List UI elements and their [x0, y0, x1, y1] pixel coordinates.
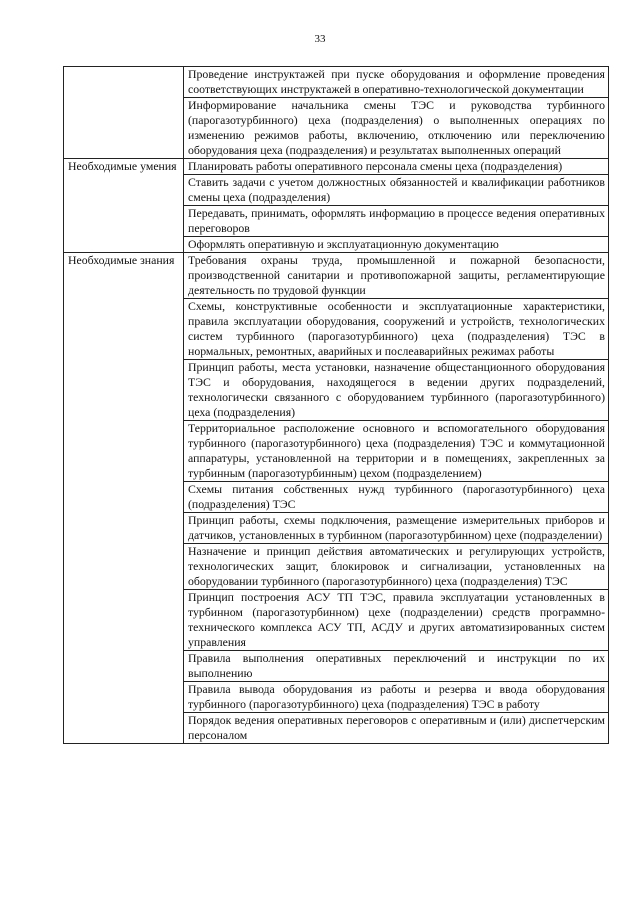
table-row — [64, 67, 609, 98]
labor-function-table — [63, 66, 609, 744]
knowledge-text: Принцип работы, схемы подключения, размещение измерительных приборов и датчиков, установленных в турбинном (парогазотурбинном) цехе (подразделении) — [184, 513, 609, 544]
skill-text: Планировать работы оперативного персонала смены цеха (подразделения) — [184, 159, 609, 175]
requirement-text: Информирование начальника смены ТЭС и руководства турбинного (парогазотурбинного) цеха (подразделения) о выполненных операциях по изменению режимов работы, включению, отключению или переключению оборудования цеха (подразделения) и результатах выполненных операций — [184, 98, 609, 159]
row-label-empty — [64, 67, 184, 159]
knowledge-text: Схемы, конструктивные особенности и эксплуатационные характеристики, правила эксплуатации оборудования, сооружений и устройств, технологических систем турбинного (парогазотурбинного) цеха (подразделения) ТЭС в нормальных, ремонтных, аварийных и послеаварийных режимах работы — [184, 299, 609, 360]
table-row — [64, 159, 609, 175]
required-skills-label: Необходимые умения — [64, 159, 184, 253]
knowledge-text: Правила вывода оборудования из работы и резерва и ввода оборудования турбинного (парогазотурбинного) цеха (подразделения) ТЭС в работу — [184, 682, 609, 713]
page-number: 33 — [314, 33, 326, 45]
requirement-text: Проведение инструктажей при пуске оборудования и оформление проведения соответствующих инструктажей в оперативно-технологической документации — [184, 67, 609, 98]
knowledge-text: Принцип работы, места установки, назначение общестанционного оборудования ТЭС и оборудования, находящегося в ведении других подразделений, технологически связанного с оборудованием турбинного (парогазотурбинного) цеха (подразделения) — [184, 360, 609, 421]
table-row — [64, 253, 609, 299]
knowledge-text: Требования охраны труда, промышленной и пожарной безопасности, производственной санитарии и противопожарной защиты, регламентирующие деятельность по трудовой функции — [184, 253, 609, 299]
skill-text: Передавать, принимать, оформлять информацию в процессе ведения оперативных переговоров — [184, 206, 609, 237]
knowledge-text: Схемы питания собственных нужд турбинного (парогазотурбинного) цеха (подразделения) ТЭС — [184, 482, 609, 513]
knowledge-text: Назначение и принцип действия автоматических и регулирующих устройств, технологических защит, блокировок и сигнализации, установленных на оборудовании турбинного (парогазотурбинного) цеха (подразделения) ТЭС — [184, 544, 609, 590]
skill-text: Оформлять оперативную и эксплуатационную документацию — [184, 237, 609, 253]
knowledge-text: Принцип построения АСУ ТП ТЭС, правила эксплуатации установленных в турбинном (парогазотурбинном) цехе (подразделении) средств программно-технического комплекса АСУ ТП, АСДУ и других автоматизированных систем управления — [184, 590, 609, 651]
required-knowledge-label: Необходимые знания — [64, 253, 184, 744]
knowledge-text: Правила выполнения оперативных переключений и инструкции по их выполнению — [184, 651, 609, 682]
skill-text: Ставить задачи с учетом должностных обязанностей и квалификации работников смены цеха (подразделения) — [184, 175, 609, 206]
knowledge-text: Территориальное расположение основного и вспомогательного оборудования турбинного (парогазотурбинного) цеха (подразделения) ТЭС и коммутационной аппаратуры, установленной на территории и в помещениях, закрепленных за турбинным (парогазотурбинным) цехом (подразделением) — [184, 421, 609, 482]
knowledge-text: Порядок ведения оперативных переговоров с оперативным и (или) диспетчерским персоналом — [184, 713, 609, 744]
